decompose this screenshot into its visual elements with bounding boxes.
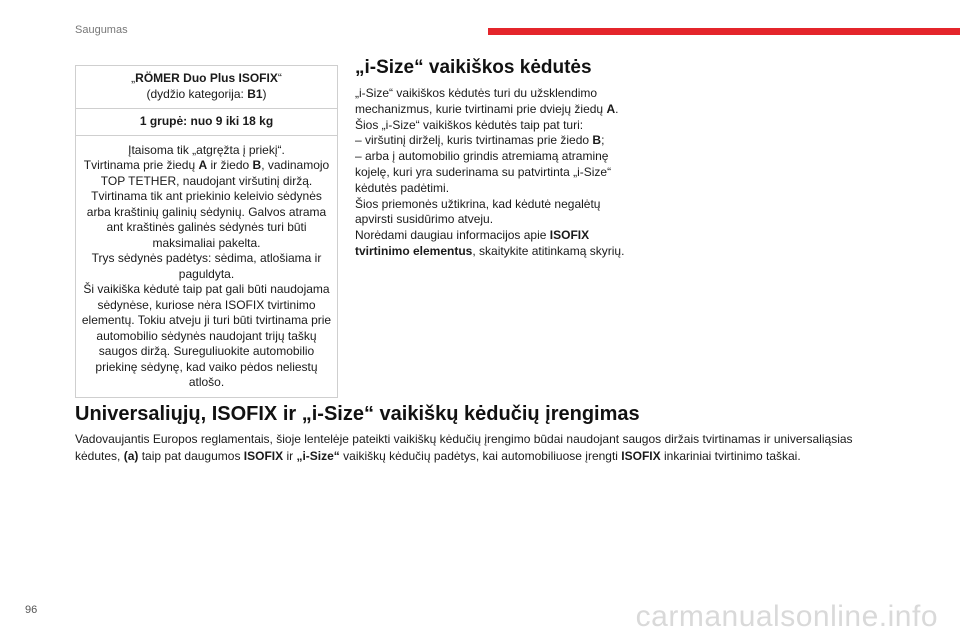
isize-para-2: Šios „i-Size“ vaikiškos kėdutės taip pat turi:	[355, 117, 584, 132]
table-head-cell	[76, 66, 337, 109]
body-line-1: Įtaisoma tik „atgręžta į priekį“.	[128, 142, 285, 157]
isize-para-3: – viršutinį dirželį, kuris tvirtinamas prie žiedo B;	[355, 133, 605, 148]
seat-size-category: (dydžio kategorija: B1)	[146, 86, 267, 101]
isize-section	[355, 56, 640, 260]
body-line-4: Trys sėdynės padėtys: sėdima, atlošiama ir paguldyta.	[91, 251, 322, 281]
install-paragraph: Vadovaujantis Europos reglamentais, šioje lentelėje pateikti vaikiškų kėdučių įrengimo būdai naudojant saugos diržais tvirtinamas ir universaliąsias kėdutes, (a) taip pat daugumos ISOFIX ir „i-Size“ vaikiškų kėdučių padėtys, kai automobiliuose įrengti ISOFIX inkariniai tvirtinimo taškai.	[75, 432, 853, 463]
watermark: carmanualsonline.info	[635, 600, 938, 633]
section-header: Saugumas	[75, 24, 128, 36]
isize-para-4: – arba į automobilio grindis atremiamą atraminę kojelę, kuri yra suderinama su patvirtinta „i-Size“ kėdutės padėtimi.	[355, 149, 612, 195]
table-group-cell: 1 grupė: nuo 9 iki 18 kg	[76, 109, 337, 136]
page-number: 96	[25, 604, 38, 616]
accent-bar	[488, 28, 960, 35]
isize-para-5: Šios priemonės užtikrina, kad kėdutė negalėtų apvirsti susidūrimo atveju.	[355, 196, 601, 227]
body-line-5: Ši vaikiška kėdutė taip pat gali būti naudojama sėdynėse, kuriose nėra ISOFIX tvirtinimo elementų. Tokiu atveju ji turi būti tvirtinama prie automobilio sėdynės naudojant trijų taškų saugos diržą. Sureguliuokite automobilio priekinę sėdynę, kad vaiko pėdos neliestų atlošo.	[81, 282, 332, 389]
seat-name: „RÖMER Duo Plus ISOFIX“	[131, 71, 282, 85]
isize-para-6: Norėdami daugiau informacijos apie ISOFIX tvirtinimo elementus, skaitykite atitinkamą skyrių.	[355, 228, 625, 258]
body-line-2: Tvirtinama prie žiedų A ir žiedo B, vadinamojo TOP TETHER, naudojant viršutinį diržą.	[83, 158, 330, 188]
isize-title: „i-Size“ vaikiškos kėdutės	[355, 57, 592, 78]
body-line-3: Tvirtinama tik ant priekinio keleivio sėdynės arba kraštinių galinių sėdynių. Galvos atrama ant kraštinės galinės sėdynės turi būti maksimaliai pakelta.	[86, 189, 327, 250]
child-seat-table	[75, 65, 338, 398]
isize-para-1: „i-Size“ vaikiškos kėdutės turi du užsklendimo mechanizmus, kurie tvirtinami prie dviejų žiedų A.	[355, 86, 619, 116]
table-body-cell	[76, 136, 337, 397]
install-title: Universaliųjų, ISOFIX ir „i-Size“ vaikiškų kėdučių įrengimas	[75, 403, 640, 425]
